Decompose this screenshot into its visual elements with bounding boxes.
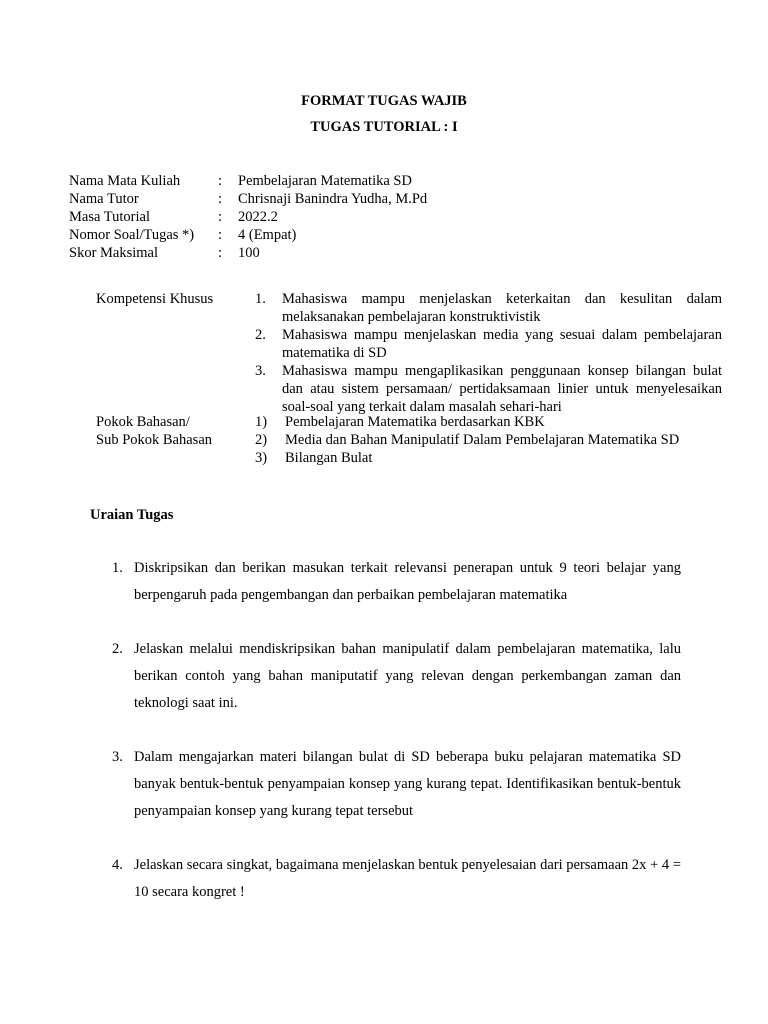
list-number: 2) xyxy=(255,432,268,448)
list-text: Mahasiswa mampu mengaplikasikan penggunaan konsep bilangan bulat dan atau sistem persamaan/ pertidaksamaan linier untuk menyelesaikan soal-soal yang terkait dalam masalah sehari-hari xyxy=(282,363,722,415)
info-colon: : xyxy=(218,191,223,207)
task-text: Jelaskan secara singkat, bagaimana menjelaskan bentuk penyelesaian dari persamaan 2x + 4 = 10 secara kongret ! xyxy=(134,857,681,900)
task-text: Jelaskan melalui mendiskripsikan bahan manipulatif dalam pembelajaran matematika, lalu berikan contoh yang bahan maniputatif yang relevan dengan perkembangan zaman dan teknologi saat ini. xyxy=(134,641,681,711)
task-text: Dalam mengajarkan materi bilangan bulat di SD beberapa buku pelajaran matematika SD banyak bentuk-bentuk penyampaian konsep yang kurang tepat. Identifikasikan bentuk-bentuk penyampaian konsep yang kurang tepat tersebut xyxy=(134,749,681,819)
info-label: Masa Tutorial xyxy=(69,209,150,225)
list-number: 3) xyxy=(255,450,268,466)
list-text: Pembelajaran Matematika berdasarkan KBK xyxy=(285,414,545,430)
document-title: FORMAT TUGAS WAJIB xyxy=(301,93,467,109)
info-label: Skor Maksimal xyxy=(69,245,159,261)
info-colon: : xyxy=(218,227,223,243)
list-text: Mahasiswa mampu menjelaskan keterkaitan dan kesulitan dalam melaksanakan pembelajaran konstruktivistik xyxy=(282,291,722,325)
list-number: 3. xyxy=(255,363,266,379)
list-item xyxy=(255,362,722,416)
list-item xyxy=(255,449,722,467)
task-item xyxy=(112,636,681,717)
info-label: Nama Tutor xyxy=(69,191,139,207)
task-item xyxy=(112,555,681,609)
document-subtitle: TUGAS TUTORIAL : I xyxy=(310,119,458,135)
task-text: Diskripsikan dan berikan masukan terkait relevansi penerapan untuk 9 teori belajar yang berpengaruh pada pengembangan dan perbaikan pembelajaran matematika xyxy=(134,560,681,603)
info-value: 100 xyxy=(238,245,260,261)
list-number: 1. xyxy=(255,291,266,307)
competency-label: Kompetensi Khusus xyxy=(96,291,214,307)
info-label: Nomor Soal/Tugas *) xyxy=(69,227,195,243)
topic-label-line: Sub Pokok Bahasan xyxy=(96,432,212,448)
competency-list xyxy=(255,290,722,416)
topic-list xyxy=(255,413,722,467)
task-item xyxy=(112,852,681,906)
info-value: Chrisnaji Banindra Yudha, M.Pd xyxy=(238,191,428,207)
info-colon: : xyxy=(218,245,223,261)
list-number: 2. xyxy=(255,327,266,343)
list-text: Bilangan Bulat xyxy=(285,450,373,466)
list-number: 1) xyxy=(255,414,268,430)
list-item xyxy=(255,431,722,449)
topic-section xyxy=(96,413,722,467)
info-value: 2022.2 xyxy=(238,209,278,225)
task-number: 1. xyxy=(112,560,123,576)
info-row-period xyxy=(69,208,427,226)
info-colon: : xyxy=(218,209,223,225)
task-heading: Uraian Tugas xyxy=(90,507,174,523)
course-info-table xyxy=(69,172,427,262)
list-item xyxy=(255,413,722,431)
task-number: 2. xyxy=(112,641,123,657)
info-label: Nama Mata Kuliah xyxy=(69,173,181,189)
list-text: Media dan Bahan Manipulatif Dalam Pembelajaran Matematika SD xyxy=(285,432,680,448)
task-number: 3. xyxy=(112,749,123,765)
list-item xyxy=(255,326,722,362)
info-row-task-number xyxy=(69,226,427,244)
topic-label-line: Pokok Bahasan/ xyxy=(96,414,190,430)
topic-label xyxy=(96,413,255,467)
info-value: 4 (Empat) xyxy=(238,227,297,243)
info-value: Pembelajaran Matematika SD xyxy=(238,173,412,189)
competency-section xyxy=(96,290,722,416)
task-list xyxy=(112,555,681,933)
info-row-tutor xyxy=(69,190,427,208)
task-number: 4. xyxy=(112,857,123,873)
task-item xyxy=(112,744,681,825)
list-item xyxy=(255,290,722,326)
info-row-max-score xyxy=(69,244,427,262)
info-colon: : xyxy=(218,173,223,189)
info-row-course xyxy=(69,172,427,190)
list-text: Mahasiswa mampu menjelaskan media yang sesuai dalam pembelajaran matematika di SD xyxy=(282,327,722,361)
